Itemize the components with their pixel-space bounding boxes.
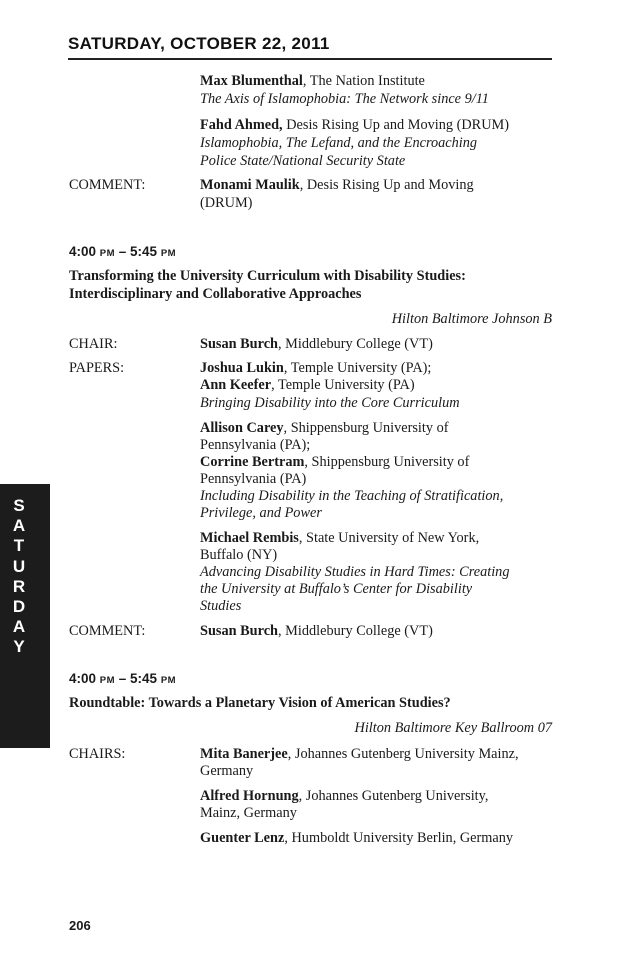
presenter-line — [200, 117, 509, 134]
start-time: 4:00 — [69, 244, 100, 259]
end-meridiem: PM — [160, 248, 177, 259]
presenter-name: Michael Rembis — [200, 530, 299, 546]
commenter-affiliation: , Desis Rising Up and Moving — [299, 177, 474, 193]
session-location: Hilton Baltimore Key Ballroom 07 — [354, 720, 552, 736]
chair-name: Alfred Hornung — [200, 788, 299, 804]
session-title-cont: Interdisciplinary and Collaborative Approaches — [69, 286, 362, 302]
start-meridiem: PM — [99, 248, 116, 259]
session-time — [69, 671, 176, 686]
presenter-name: Allison Carey — [200, 420, 284, 436]
comment-label: COMMENT: — [69, 177, 146, 193]
chair-name: Guenter Lenz — [200, 830, 285, 846]
session-time — [69, 244, 176, 259]
presenter-name: Joshua Lukin — [200, 360, 284, 376]
commenter-affiliation-cont: (DRUM) — [200, 195, 253, 211]
chair-affiliation: , Johannes Gutenberg University, — [298, 788, 489, 804]
side-tab-letter: U — [12, 556, 26, 576]
chair-affiliation-cont: Germany — [200, 763, 254, 779]
chair-name: Mita Banerjee — [200, 746, 288, 762]
chairs-label: CHAIRS: — [69, 746, 126, 762]
presenter-line — [200, 420, 449, 437]
paper-title: Bringing Disability into the Core Curriculum — [200, 395, 460, 411]
presenter-name: Max Blumenthal — [200, 73, 303, 89]
paper-title: Islamophobia, The Lefand, and the Encroaching — [200, 135, 478, 151]
paper-title-cont: Privilege, and Power — [200, 505, 322, 521]
side-tab-letter: R — [12, 576, 26, 596]
side-tab-letter: S — [13, 496, 25, 515]
presenter-affiliation: , The Nation Institute — [302, 73, 425, 89]
chair-line — [200, 830, 513, 847]
papers-label: PAPERS: — [69, 360, 125, 376]
start-meridiem: PM — [99, 675, 116, 686]
session-title: Transforming the University Curriculum with Disability Studies: — [69, 268, 466, 284]
page-number: 206 — [69, 918, 91, 933]
chair-affiliation: , Middlebury College (VT) — [278, 336, 433, 352]
paper-title: Police State/National Security State — [200, 153, 406, 169]
presenter-affiliation: , Shippensburg University of — [304, 454, 470, 470]
comment-label: COMMENT: — [69, 623, 146, 639]
chair-line — [200, 746, 519, 763]
side-tab-letter: A — [12, 516, 26, 536]
commenter-name: Susan Burch — [200, 623, 279, 639]
start-time: 4:00 — [69, 671, 100, 686]
end-time: – 5:45 — [115, 671, 161, 686]
presenter-affiliation: , Temple University (PA) — [271, 377, 415, 393]
presenter-affiliation: , Shippensburg University of — [283, 420, 449, 436]
chair-name: Susan Burch — [200, 336, 279, 352]
chair-affiliation: , Johannes Gutenberg University Mainz, — [287, 746, 519, 762]
side-tab-letter: D — [12, 596, 26, 616]
session-location: Hilton Baltimore Johnson B — [391, 311, 552, 327]
presenter-name: Corrine Bertram — [200, 454, 305, 470]
chair-line — [200, 788, 488, 805]
presenter-affiliation-cont: Pennsylvania (PA); — [200, 437, 311, 453]
running-header: SATURDAY, OCTOBER 22, 2011 — [68, 34, 330, 53]
paper-title-cont: Studies — [200, 598, 242, 614]
presenter-affiliation: , State University of New York, — [298, 530, 480, 546]
chair-label: CHAIR: — [69, 336, 118, 352]
paper-title: The Axis of Islamophobia: The Network since 9/11 — [200, 91, 489, 107]
side-tab-letter: A — [12, 617, 26, 637]
chair-affiliation: , Humboldt University Berlin, Germany — [284, 830, 514, 846]
end-meridiem: PM — [160, 675, 177, 686]
presenter-name: Fahd Ahmed, — [200, 117, 283, 133]
commenter-name: Monami Maulik — [200, 177, 300, 193]
presenter-affiliation: , Temple University (PA); — [283, 360, 432, 376]
presenter-line — [200, 454, 469, 471]
side-tab-letter: Y — [13, 637, 25, 657]
chair-line — [200, 336, 433, 353]
commenter-affiliation: , Middlebury College (VT) — [278, 623, 433, 639]
side-tab-letters — [6, 496, 32, 658]
commenter-line — [200, 177, 474, 194]
presenter-line — [200, 360, 431, 377]
presenter-affiliation: Desis Rising Up and Moving (DRUM) — [282, 117, 510, 133]
presenter-line — [200, 73, 425, 90]
session-title: Roundtable: Towards a Planetary Vision of American Studies? — [69, 695, 451, 711]
end-time: – 5:45 — [115, 244, 161, 259]
paper-title: Advancing Disability Studies in Hard Times: Creating — [200, 564, 510, 580]
side-tab-letter: T — [13, 536, 25, 556]
presenter-affiliation-cont: Buffalo (NY) — [200, 547, 278, 563]
header-rule — [68, 58, 552, 60]
presenter-line — [200, 530, 479, 547]
presenter-affiliation-cont: Pennsylvania (PA) — [200, 471, 307, 487]
paper-title: Including Disability in the Teaching of Stratification, — [200, 488, 504, 504]
paper-title-cont: the University at Buffalo’s Center for Disability — [200, 581, 473, 597]
chair-affiliation-cont: Mainz, Germany — [200, 805, 297, 821]
presenter-name: Ann Keefer — [200, 377, 272, 393]
presenter-line — [200, 377, 415, 394]
commenter-line — [200, 623, 433, 640]
